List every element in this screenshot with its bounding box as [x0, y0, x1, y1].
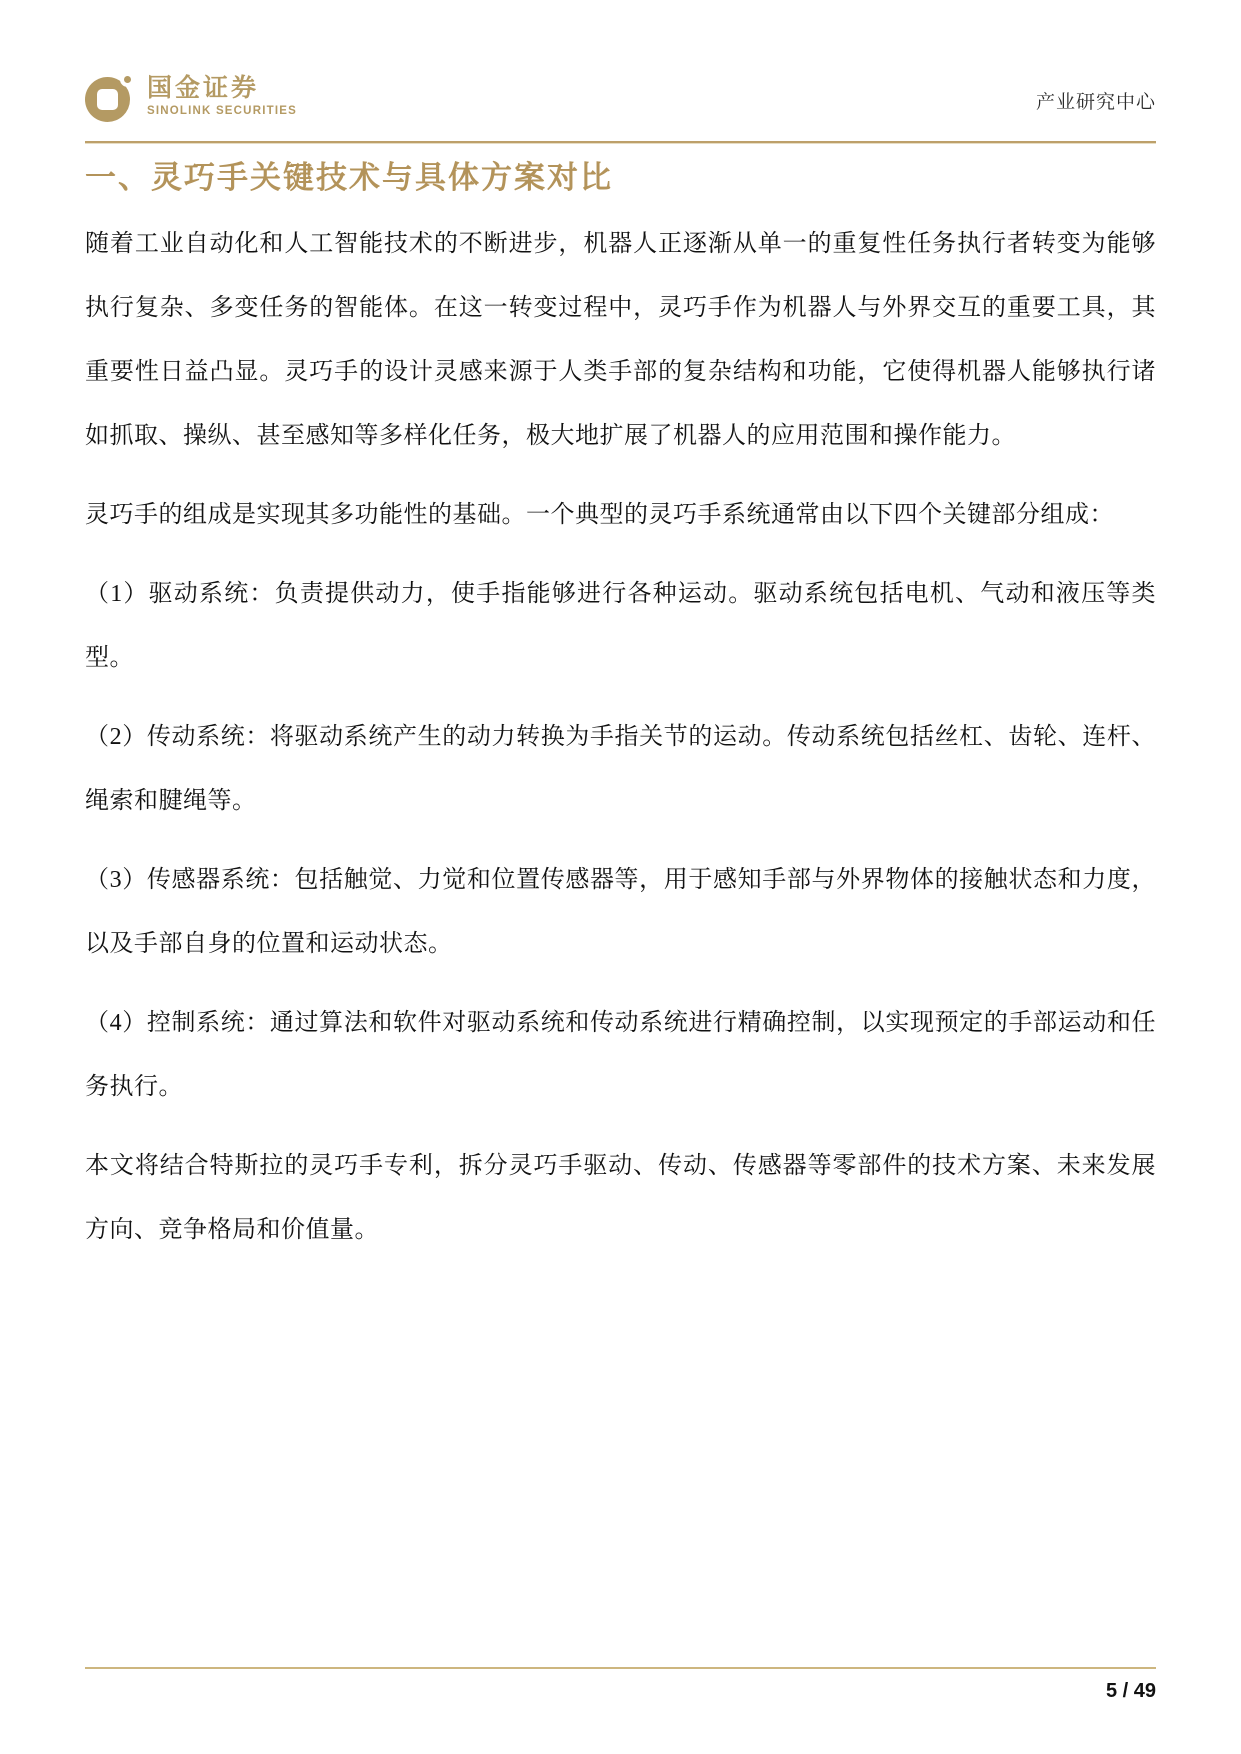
- paragraph-transmission-system: （2）传动系统：将驱动系统产生的动力转换为手指关节的运动。传动系统包括丝杠、齿轮、连杆、绳索和腱绳等。: [85, 724, 1156, 814]
- logo-name-cn: 国金证券: [147, 74, 260, 103]
- paragraph-sensor-system: （3）传感器系统：包括触觉、力觉和位置传感器等，用于感知手部与外界物体的接触状态和力度，以及手部自身的位置和运动状态。: [85, 867, 1156, 957]
- footer-divider: [85, 1667, 1156, 1669]
- body-content: [85, 212, 1156, 1277]
- logo-text: [147, 76, 297, 118]
- header-divider: [85, 141, 1156, 144]
- logo-dot-shape: [120, 72, 135, 87]
- logo-square-cutout: [97, 89, 118, 110]
- sinolink-logo-icon: [85, 72, 137, 122]
- sinolink-logo: [85, 72, 1156, 122]
- research-center-label: 产业研究中心: [1035, 92, 1156, 113]
- paragraph-control-system: （4）控制系统：通过算法和软件对驱动系统和传动系统进行精确控制，以实现预定的手部运动和任务执行。: [85, 1010, 1156, 1100]
- paragraph-intro: 随着工业自动化和人工智能技术的不断进步，机器人正逐渐从单一的重复性任务执行者转变为能够执行复杂、多变任务的智能体。在这一转变过程中，灵巧手作为机器人与外界交互的重要工具，其重要性日益凸显。灵巧手的设计灵感来源于人类手部的复杂结构和功能，它使得机器人能够执行诸如抓取、操纵、甚至感知等多样化任务，极大地扩展了机器人的应用范围和操作能力。: [85, 231, 1156, 449]
- page-number: 5 / 49: [1105, 1680, 1156, 1702]
- page-header: [85, 72, 1156, 122]
- section-heading: 一、灵巧手关键技术与具体方案对比: [85, 160, 613, 195]
- paragraph-drive-system: （1）驱动系统：负责提供动力，使手指能够进行各种运动。驱动系统包括电机、气动和液压等类型。: [85, 581, 1156, 671]
- logo-name-en: SINOLINK SECURITIES: [147, 105, 297, 118]
- paragraph-conclusion: 本文将结合特斯拉的灵巧手专利，拆分灵巧手驱动、传动、传感器等零部件的技术方案、未来发展方向、竞争格局和价值量。: [85, 1153, 1156, 1243]
- paragraph-composition: 灵巧手的组成是实现其多功能性的基础。一个典型的灵巧手系统通常由以下四个关键部分组成：: [85, 502, 1114, 528]
